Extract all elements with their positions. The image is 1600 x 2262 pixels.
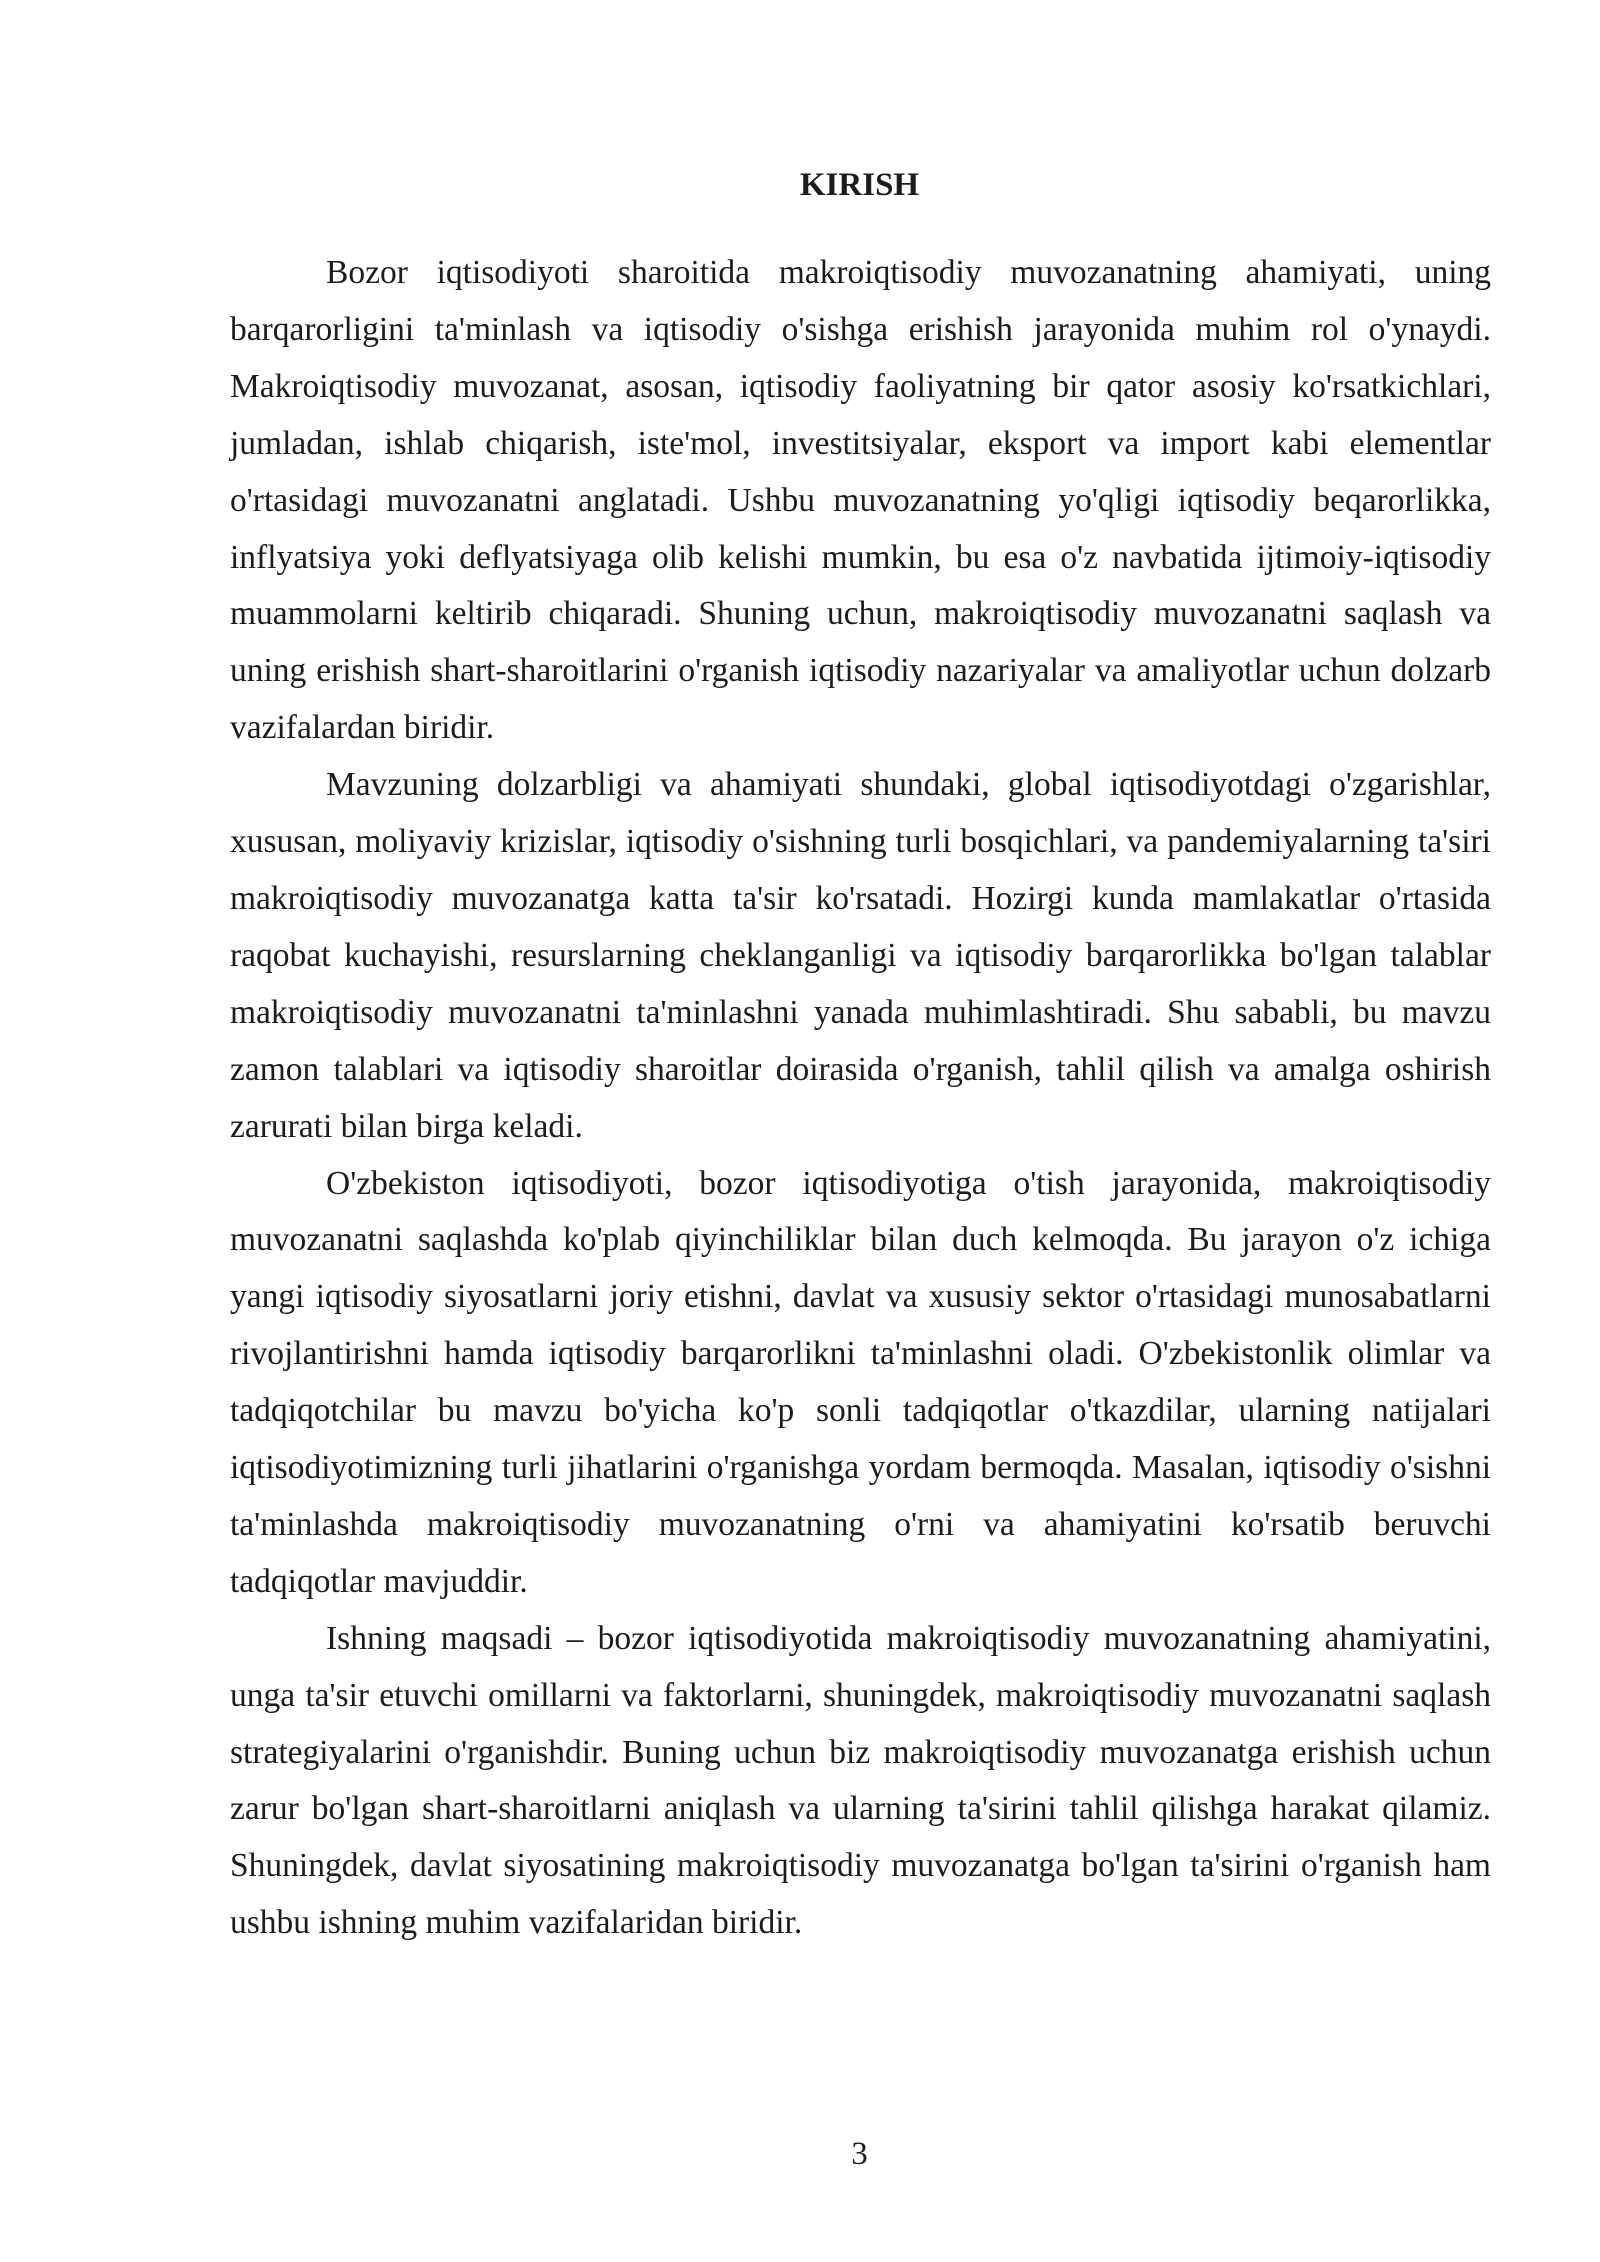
page-title: KIRISH <box>799 167 920 203</box>
paragraph-uzbekistan: O'zbekiston iqtisodiyoti, bozor iqtisodiyotiga o'tish jarayonida, makroiqtisodiy muvozanatni saqlashda ko'plab qiyinchiliklar bilan duch kelmoqda. Bu jarayon o'z ichiga yangi iqtisodiy siyosatlarni joriy etishni, davlat va xususiy sektor o'rtasidagi munosabatlarni rivojlantirishni hamda iqtisodiy barqarorlikni ta'minlashni oladi. O'zbekistonlik olimlar va tadqiqotchilar bu mavzu bo'yicha ko'p sonli tadqiqotlar o'tkazdilar, ularning natijalari iqtisodiyotimizning turli jihatlarini o'rganishga yordam bermoqda. Masalan, iqtisodiy o'sishni ta'minlashda makroiqtisodiy muvozanatning o'rni va ahamiyatini ko'rsatib beruvchi tadqiqotlar mavjuddir. <box>230 1164 1491 1600</box>
paragraph-goal: Ishning maqsadi – bozor iqtisodiyotida makroiqtisodiy muvozanatning ahamiyatini, unga ta'sir etuvchi omillarni va faktorlarni, shuningdek, makroiqtisodiy muvozanatni saqlash strategiyalarini o'rganishdir. Buning uchun biz makroiqtisodiy muvozanatga erishish uchun zarur bo'lgan shart-sharoitlarni aniqlash va ularning ta'sirini tahlil qilishga harakat qilamiz. Shuningdek, davlat siyosatining makroiqtisodiy muvozanatga bo'lgan ta'sirini o'rganish ham ushbu ishning muhim vazifalaridan biridir. <box>230 1619 1491 1942</box>
paragraph-introduction: Bozor iqtisodiyoti sharoitida makroiqtisodiy muvozanatning ahamiyati, uning barqarorligini ta'minlash va iqtisodiy o'sishga erishish jarayonida muhim rol o'ynaydi. Makroiqtisodiy muvozanat, asosan, iqtisodiy faoliyatning bir qator asosiy ko'rsatkichlari, jumladan, ishlab chiqarish, iste'mol, investitsiyalar, eksport va import kabi elementlar o'rtasidagi muvozanatni anglatadi. Ushbu muvozanatning yo'qligi iqtisodiy beqarorlikka, inflyatsiya yoki deflyatsiyaga olib kelishi mumkin, bu esa o'z navbatida ijtimoiy-iqtisodiy muammolarni keltirib chiqaradi. Shuning uchun, makroiqtisodiy muvozanatni saqlash va uning erishish shart-sharoitlarini o'rganish iqtisodiy nazariyalar va amaliyotlar uchun dolzarb vazifalardan biridir. <box>230 254 1491 747</box>
body-text <box>230 245 1491 1952</box>
page-number: 3 <box>851 2136 868 2172</box>
paragraph-relevance: Mavzuning dolzarbligi va ahamiyati shundaki, global iqtisodiyotdagi o'zgarishlar, xususan, moliyaviy krizislar, iqtisodiy o'sishning turli bosqichlari, va pandemiyalarning ta'siri makroiqtisodiy muvozanatga katta ta'sir ko'rsatadi. Hozirgi kunda mamlakatlar o'rtasida raqobat kuchayishi, resurslarning cheklanganligi va iqtisodiy barqarorlikka bo'lgan talablar makroiqtisodiy muvozanatni ta'minlashni yanada muhimlashtiradi. Shu sababli, bu mavzu zamon talablari va iqtisodiy sharoitlar doirasida o'rganish, tahlil qilish va amalga oshirish zarurati bilan birga keladi. <box>230 766 1491 1145</box>
